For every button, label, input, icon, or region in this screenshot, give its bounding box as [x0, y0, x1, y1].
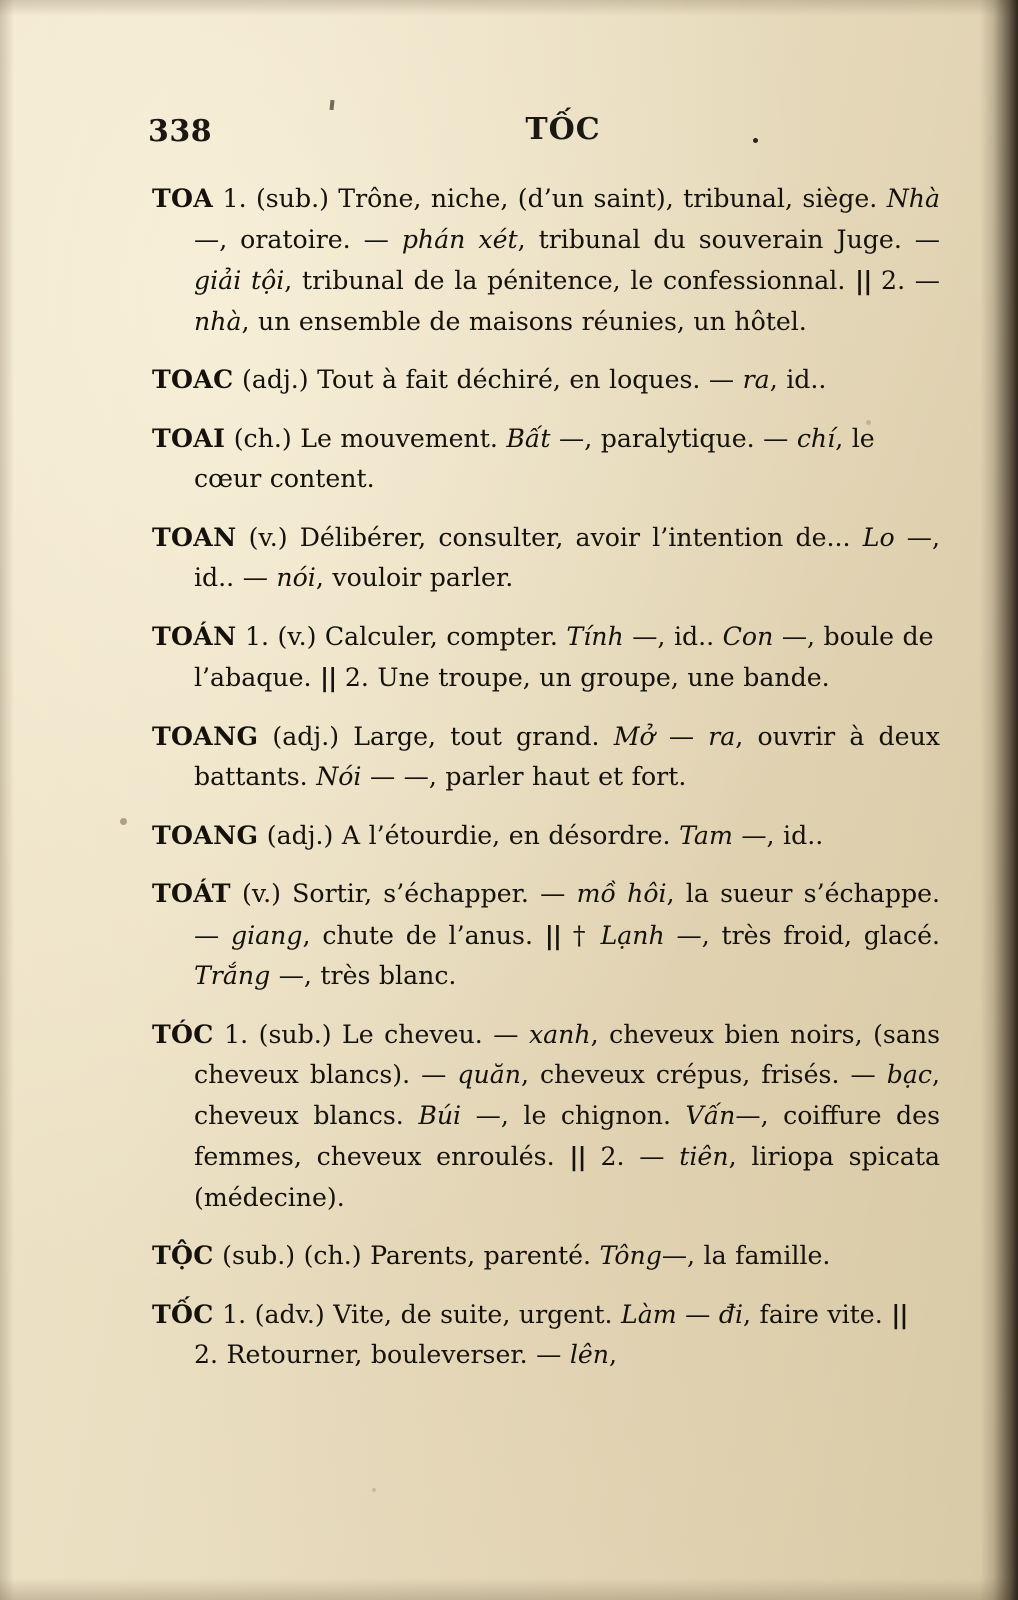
running-head: TỐC: [525, 112, 601, 147]
dictionary-entries-column: [152, 178, 940, 1376]
dictionary-entry: TOÁN 1. (v.) Calculer, compter. Tính —, id.. Con —, boule de l’abaque. || 2. Une troupe, un groupe, une bande.: [152, 620, 934, 692]
page-bottom-edge-shadow: [0, 1578, 1018, 1600]
page-number: 338: [148, 114, 213, 149]
dictionary-entry: TOANG (adj.) Large, tout grand. Mở — ra, ouvrir à deux battants. Nói — —, parler haut et fort.: [152, 720, 941, 791]
header-dot-mark: [753, 138, 758, 143]
book-gutter-shadow: [980, 0, 1018, 1600]
paper-speck: [372, 1488, 376, 1492]
dictionary-entry: TOAC (adj.) Tout à fait déchiré, en loques. — ra, id..: [152, 364, 827, 394]
dictionary-entry: TOAN (v.) Délibérer, consulter, avoir l’intention de... Lo —, id.. — nói, vouloir parler.: [152, 521, 940, 592]
dictionary-entry: TOANG (adj.) A l’étourdie, en désordre. Tam —, id..: [152, 819, 824, 850]
page-left-edge-shadow: [0, 0, 14, 1600]
page-header: [148, 112, 908, 152]
paper-speck: [120, 818, 127, 825]
dictionary-entry: TỘC (sub.) (ch.) Parents, parenté. Tông—, la famille.: [152, 1240, 831, 1270]
dictionary-entry: TỐC 1. (adv.) Vite, de suite, urgent. Làm — đi, faire vite. || 2. Retourner, bouleverser. — lên,: [152, 1298, 908, 1369]
dictionary-entry: TOÁT (v.) Sortir, s’échapper. — mồ hôi, la sueur s’échappe. — giang, chute de l’anus. || † Lạnh —, très froid, glacé. Trắng —, très blanc.: [152, 878, 941, 990]
dictionary-entry: TÓC 1. (sub.) Le cheveu. — xanh, cheveux bien noirs, (sans cheveux blancs). — quăn, cheveux crépus, frisés. — bạc, cheveux blancs. Búi —, le chignon. Vấn—, coiffure des femmes, cheveux enroulés. || 2. — tiên, liriopa spicata (médecine).: [152, 1018, 940, 1212]
dictionary-entry: TOAI (ch.) Le mouvement. Bất —, paralytique. — chí, le cœur content.: [152, 422, 875, 493]
dictionary-entry: TOA 1. (sub.) Trône, niche, (d’un saint), tribunal, siège. Nhà —, oratoire. — phán xét, tribunal du souverain Juge. — giải tội, tribunal de la pénitence, le confessionnal. || 2. — nhà, un ensemble de maisons réunies, un hôtel.: [152, 183, 940, 336]
page-top-edge-shadow: [0, 0, 1018, 16]
print-mark: [329, 100, 334, 110]
